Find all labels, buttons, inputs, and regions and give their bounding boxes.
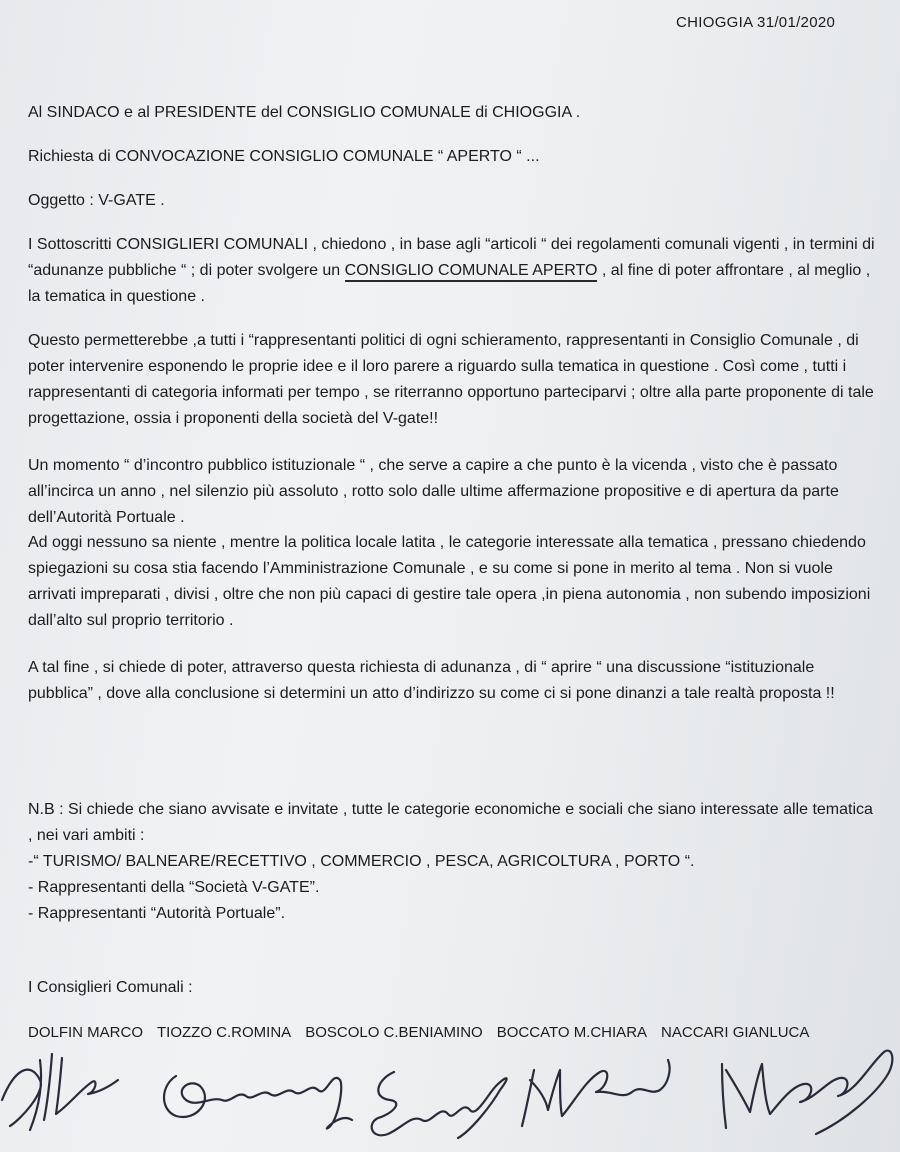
signer-name: DOLFIN MARCO (28, 1024, 144, 1041)
paragraph-request-open-council (28, 232, 878, 310)
letter-request: Richiesta di CONVOCAZIONE CONSIGLIO COMUNALE “ APERTO “ ... (28, 148, 540, 165)
signer-name: BOSCOLO C.BENIAMINO (305, 1024, 483, 1041)
paragraph1-text-before: I Sottoscritti CONSIGLIERI COMUNALI , chiedono , in base agli “articoli “ dei regolamenti comunali vigenti , in termini di “adunanze pubbliche “ ; di poter svolgere un (28, 236, 875, 279)
paragraph1-text-after: , al fine di poter affrontare , al meglio , la tematica in questione . (28, 262, 871, 305)
nota-bene-intro: N.B : Si chiede che siano avvisate e invitate , tutte le categorie economiche e sociali che siano interessate alle tematica , nei vari ambiti : (28, 801, 873, 844)
letter-addressee: Al SINDACO e al PRESIDENTE del CONSIGLIO COMUNALE di CHIOGGIA . (28, 104, 581, 121)
list-item: - Rappresentanti della “Società V-GATE”. (28, 879, 320, 896)
closing-line: I Consiglieri Comunali : (28, 979, 193, 996)
list-item: -“ TURISMO/ BALNEARE/RECETTIVO , COMMERCIO , PESCA, AGRICOLTURA , PORTO “. (28, 853, 695, 870)
signer-name: TIOZZO C.ROMINA (157, 1024, 292, 1041)
signature-dolfin (2, 1054, 118, 1130)
signer-name: BOCCATO M.CHIARA (496, 1024, 648, 1041)
letter-date: CHIOGGIA 31/01/2020 (676, 14, 836, 31)
nota-bene-section (28, 797, 878, 927)
paragraph-purpose: A tal fine , si chiede di poter, attraverso questa richiesta di adunanza , di “ aprire “ una discussione “istituzionale pubblica” , dove alla conclusione si determini un atto d’indirizzo su come ci si pone dinanzi a tale realtà proposta !! (28, 659, 835, 702)
paragraph-participation: Questo permetterebbe ,a tutti i “rappresentanti politici di ogni schieramento, rappresentanti in Consiglio Comunale , di poter intervenire esponendo le proprie idee e il loro parere a riguardo sulla tematica in questione . Così come , tutti i rappresentanti di categoria informati per tempo , se riterranno opportuno parteciparvi ; oltre alla parte proponente di tale progettazione, ossia i proponenti della società del V-gate!! (28, 332, 874, 427)
signature-boccato (522, 1060, 670, 1126)
nota-bene-list (28, 849, 878, 927)
signature-naccari (722, 1051, 892, 1134)
list-item: - Rappresentanti “Autorità Portuale”. (28, 905, 286, 922)
signature-boscolo (372, 1072, 507, 1138)
underlined-emphasis: CONSIGLIO COMUNALE APERTO (345, 262, 598, 282)
paragraph-current-situation: Ad oggi nessuno sa niente , mentre la politica locale latita , le categorie interessate alla tematica , pressano chiedendo spiegazioni su cosa stia facendo l’Amministrazione Comunale , e su come si pone in merito al tema . Non si vuole arrivati impreparati , divisi , oltre che non più capaci di gestire tale opera ,in piena autonomia , non subendo imposizioni dall’alto sul proprio territorio . (28, 534, 871, 629)
letter-subject: Oggetto : V-GATE . (28, 192, 165, 209)
handwritten-signatures (0, 1030, 900, 1152)
signer-name: NACCARI GIANLUCA (661, 1024, 810, 1041)
paragraph-public-meeting: Un momento “ d’incontro pubblico istituzionale “ , che serve a capire a che punto è la vicenda , visto che è passato all’incirca un anno , nel silenzio più assoluto , rotto solo dalle ultime affermazione propositive e di apertura da parte dell’Autorità Portuale . (28, 457, 839, 526)
signature-tiozzo (164, 1076, 352, 1129)
